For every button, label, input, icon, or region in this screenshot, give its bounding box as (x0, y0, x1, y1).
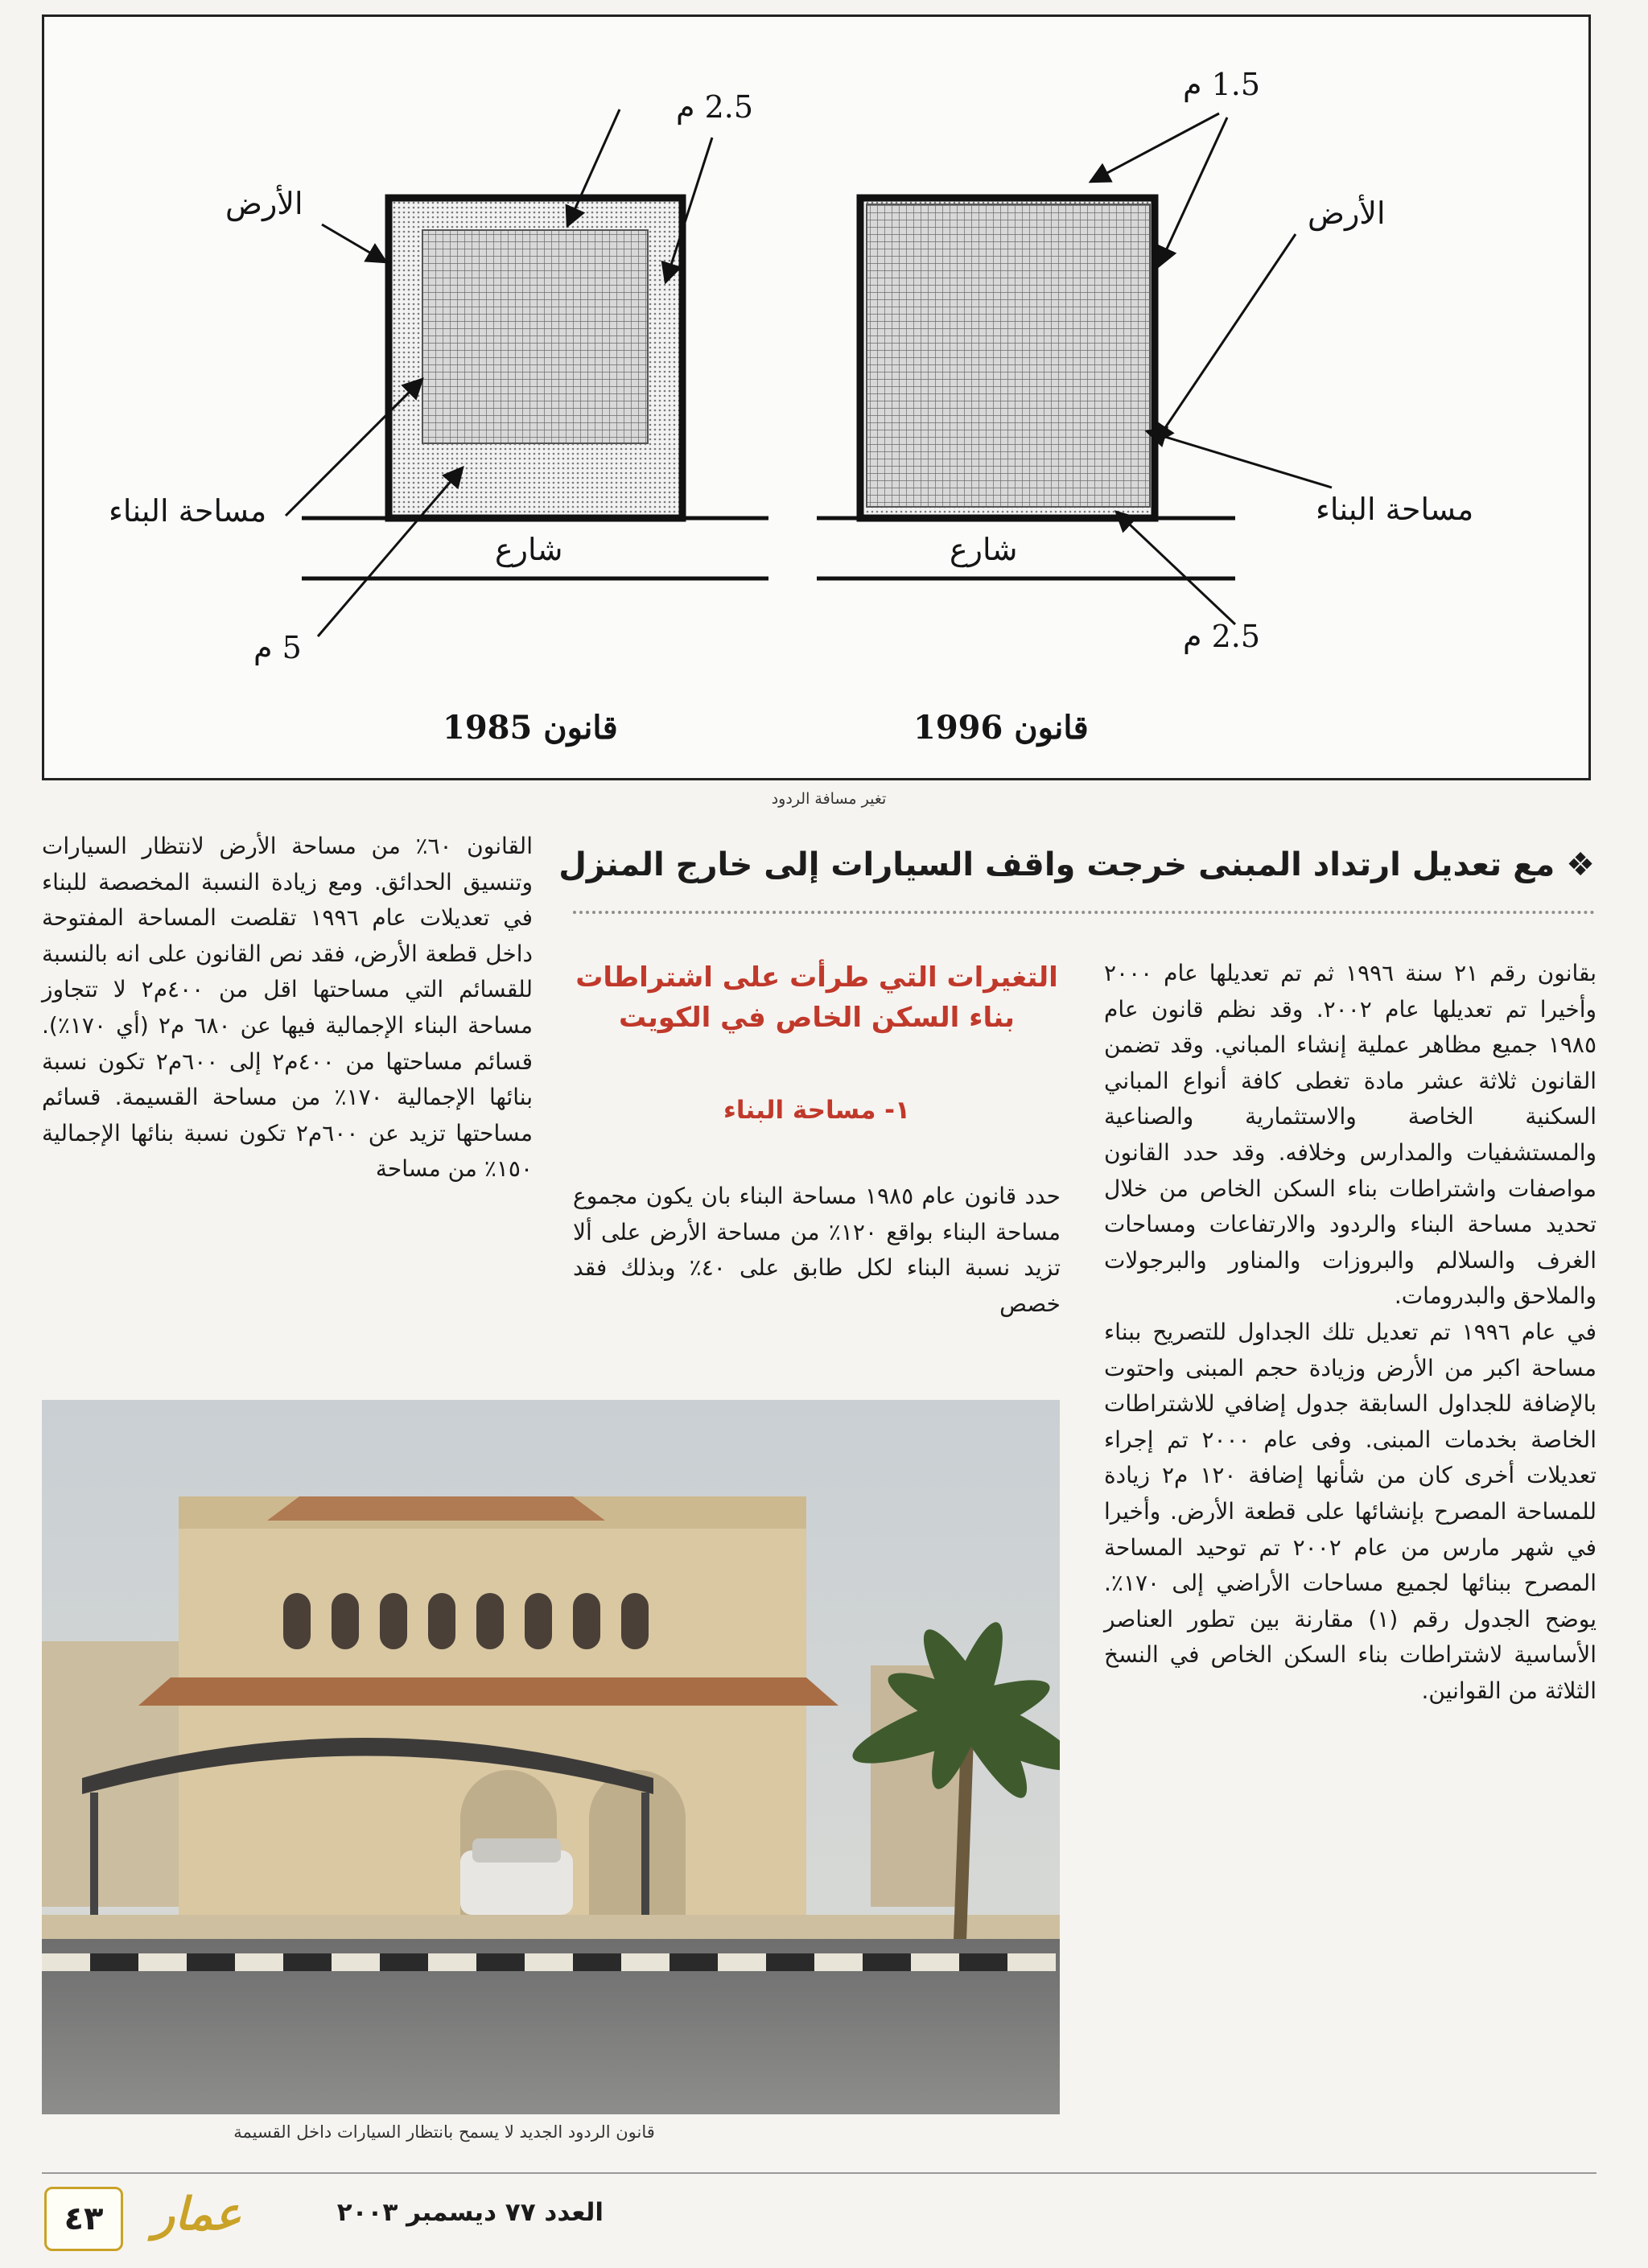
label-setback-2-5-top: 2.5 م (676, 89, 754, 125)
footer-divider (42, 2172, 1596, 2174)
law-1996-label: قانون 1996 (913, 709, 1089, 747)
left-text-column (42, 829, 533, 1188)
middle-text-column (573, 1179, 1061, 1322)
label-building-area-1985: مساحة البناء (109, 493, 267, 529)
sub-heading: ١- مساحة البناء (723, 1096, 910, 1125)
house-photo-illustration (42, 1400, 1060, 2114)
diagram-caption: تغير مسافة الردود (771, 790, 887, 808)
label-land-1996: الأرض (1308, 196, 1386, 231)
label-building-area-1996: مساحة البناء (1316, 492, 1474, 527)
article-headline: ❖ مع تعديل ارتداد المبنى خرجت واقف السيارات إلى خارج المنزل (558, 846, 1595, 883)
setback-diagram (42, 14, 1591, 780)
plot-1996 (817, 113, 1332, 624)
house-photo (42, 1400, 1060, 2114)
label-setback-5: 5 م (253, 630, 302, 665)
headline-divider (573, 911, 1595, 914)
issue-info: العدد ٧٧ ديسمبر ٢٠٠٣ (336, 2198, 604, 2227)
label-land-1985: الأرض (225, 186, 303, 221)
label-street-1996: شارع (950, 532, 1018, 567)
right-text-column (1104, 956, 1596, 1709)
page-number: ٤٣ (44, 2187, 123, 2251)
photo-caption: قانون الردود الجديد لا يسمح بانتظار السيارات داخل القسيمة (233, 2122, 655, 2142)
section-heading: التغيرات التي طرأت على اشتراطات بناء السكن الخاص في الكويت (575, 961, 1058, 1034)
paragraph: القانون ٦٠٪ من مساحة الأرض لانتظار السيارات وتنسيق الحدائق. ومع زيادة النسبة المخصصة للبناء في تعديلات عام ١٩٩٦ تقلصت المساحة المفتوحة داخل قطعة الأرض، فقد نص القانون على انه بالنسبة للقسائم التي مساحتها اقل من ٤٠٠م٢ لا تتجاوز مساحة البناء الإجمالية فيها عن ٦٨٠ م٢ (أي ١٧٠٪). قسائم مساحتها من ٤٠٠م٢ إلى ٦٠٠م٢ تكون نسبة بنائها الإجمالية ١٧٠٪ من مساحة القسيمة. قسائم مساحتها تزيد عن ٦٠٠م٢ تكون نسبة بنائها الإجمالية ١٥٠٪ من مساحة (42, 833, 534, 1183)
label-street-1985: شارع (495, 532, 563, 567)
paragraph: في عام ١٩٩٦ تم تعديل تلك الجداول للتصريح ببناء مساحة اكبر من الأرض وزيادة حجم المبنى واحتوت بالإضافة للجداول السابقة جدول إضافي للاشتراطات الخاصة بخدمات المبنى. وفى عام ٢٠٠٠ تم إجراء تعديلات أخرى كان من شأنها إضافة ١٢٠ م٢ زيادة للمساحة المصرح بإنشائها على قطعة الأرض. وأخيرا في شهر مارس من عام ٢٠٠٢ تم توحيد المساحة المصرح ببنائها لجميع مساحات الأراضي إلى ١٧٠٪. يوضح الجدول رقم (١) مقارنة بين تطور العناصر الأساسية لاشتراطات بناء السكن الخاص في النسخ الثلاثة من القوانين. (1104, 1318, 1596, 1704)
label-setback-1-5: 1.5 م (1183, 67, 1261, 102)
law-1985-label: قانون 1985 (443, 709, 618, 747)
label-setback-2-5-bottom: 2.5 م (1183, 619, 1261, 654)
magazine-logo: عمار (153, 2188, 241, 2241)
paragraph: حدد قانون عام ١٩٨٥ مساحة البناء بان يكون مجموع مساحة البناء بواقع ١٢٠٪ من مساحة الأرض على ألا تزيد نسبة البناء لكل طابق على ٤٠٪ وبذلك فقد خصص (573, 1183, 1061, 1317)
setback-diagram-drawing (44, 17, 1593, 783)
paragraph: بقانون رقم ٢١ سنة ١٩٩٦ ثم تم تعديلها عام ٢٠٠٠ وأخيرا تم تعديلها عام ٢٠٠٢. وقد نظم قانون عام ١٩٨٥ جميع مظاهر عملية إنشاء المباني. وقد تضمن القانون ثلاثة عشر مادة تغطى كافة أنواع المباني السكنية الخاصة والاستثمارية والصناعية والمستشفيات والمدارس وخلافه. وقد حدد القانون مواصفات واشتراطات بناء السكن الخاص من خلال تحديد مساحة البناء والردود والارتفاعات ومساحات الغرف والسلالم والبروزات والمناور والبرجولات والملاحق والبدرومات. (1104, 960, 1597, 1310)
